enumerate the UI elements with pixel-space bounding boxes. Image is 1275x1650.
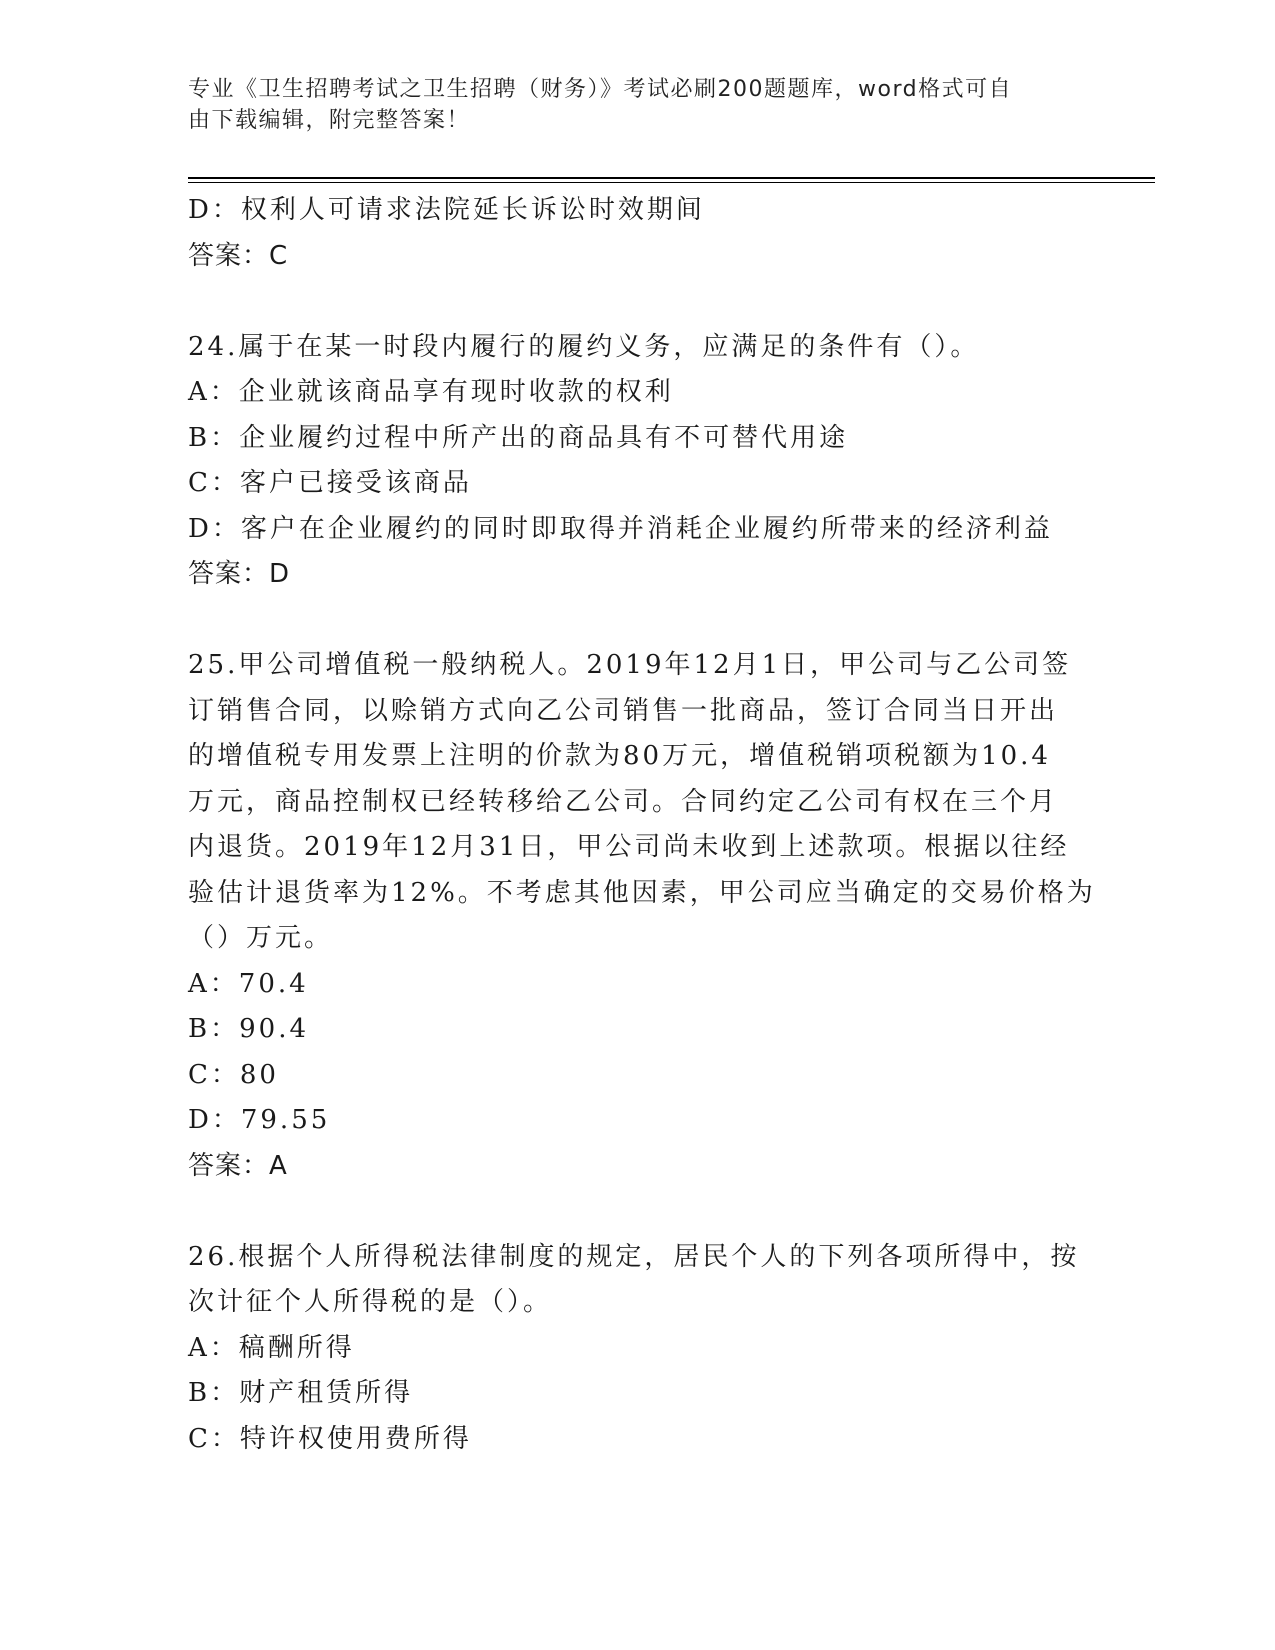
question-24 <box>188 325 1088 598</box>
header-line-2: 由下载编辑，附完整答案！ <box>188 108 471 133</box>
option-b: B：财产租赁所得 <box>188 1378 414 1408</box>
answer-line: 答案：C <box>188 240 289 271</box>
spacer <box>188 598 1088 644</box>
option-d: D：权利人可请求法院延长诉讼时效期间 <box>188 195 705 225</box>
question-stem-line: 订销售合同，以赊销方式向乙公司销售一批商品，签订合同当日开出 <box>188 695 1059 726</box>
question-stem-line: 次计征个人所得税的是（）。 <box>188 1287 553 1317</box>
question-list <box>188 188 1096 1462</box>
previous-question-tail <box>188 188 1088 279</box>
header-rule-thick <box>188 177 1155 179</box>
document-header <box>188 74 1068 136</box>
question-stem: 24.属于在某一时段内履行的履约义务，应满足的条件有（）。 <box>188 331 980 362</box>
question-stem-line: 验估计退货率为12%。不考虑其他因素，甲公司应当确定的交易价格为 <box>188 877 1096 908</box>
option-c: C：80 <box>188 1059 279 1090</box>
option-c: C：客户已接受该商品 <box>188 468 472 498</box>
question-stem-line: 25.甲公司增值税一般纳税人。2019年12月1日，甲公司与乙公司签 <box>188 650 1072 680</box>
question-stem-line: （）万元。 <box>188 923 334 953</box>
question-stem-line: 万元，商品控制权已经转移给乙公司。合同约定乙公司有权在三个月 <box>188 786 1059 817</box>
question-stem-line: 的增值税专用发票上注明的价款为80万元，增值税销项税额为10.4 <box>188 741 1051 771</box>
spacer <box>188 1189 1088 1235</box>
answer-line: 答案：D <box>188 559 291 589</box>
header-rule-thin <box>188 182 1155 183</box>
option-b: B：90.4 <box>188 1014 309 1044</box>
question-stem-line: 内退货。2019年12月31日，甲公司尚未收到上述款项。根据以往经 <box>188 832 1070 862</box>
option-d: D：79.55 <box>188 1105 331 1135</box>
spacer <box>188 279 1088 325</box>
question-25 <box>188 643 1096 1189</box>
answer-line: 答案：A <box>188 1150 288 1181</box>
option-d: D：客户在企业履约的同时即取得并消耗企业履约所带来的经济利益 <box>188 513 1053 544</box>
option-a: A：70.4 <box>188 968 309 999</box>
option-a: A：稿酬所得 <box>188 1332 355 1363</box>
option-b: B：企业履约过程中所产出的商品具有不可替代用途 <box>188 422 849 453</box>
header-line-1: 专业《卫生招聘考试之卫生招聘（财务）》考试必刷200题题库，word格式可自 <box>188 77 1013 102</box>
question-stem-line: 26.根据个人所得税法律制度的规定，居民个人的下列各项所得中，按 <box>188 1241 1080 1272</box>
option-a: A：企业就该商品享有现时收款的权利 <box>188 377 674 407</box>
option-c: C：特许权使用费所得 <box>188 1423 472 1454</box>
question-26 <box>188 1235 1088 1463</box>
